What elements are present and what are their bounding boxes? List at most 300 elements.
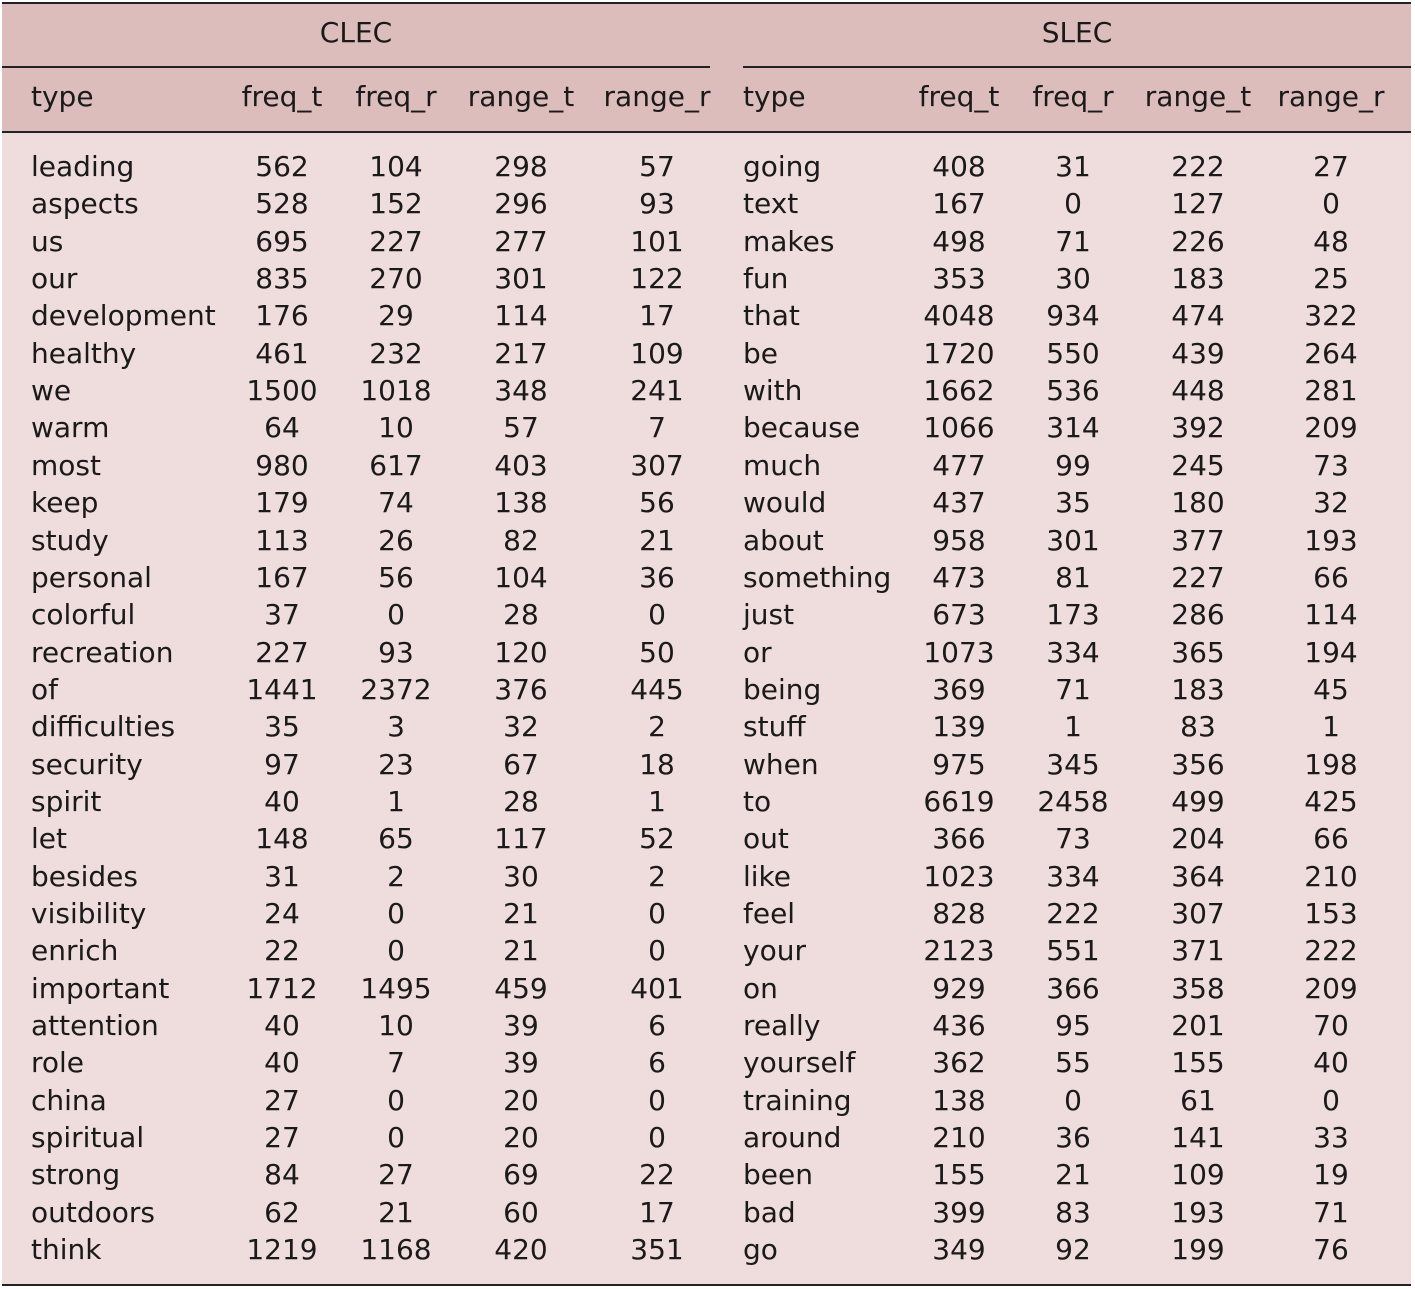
clec-cell-range-t: 21 bbox=[503, 897, 539, 930]
slec-cell-range-r: 73 bbox=[1313, 448, 1349, 482]
clec-cell-type: colorful bbox=[31, 598, 136, 632]
clec-cell-type: development bbox=[31, 299, 216, 333]
clec-cell-type: us bbox=[31, 224, 64, 258]
clec-cell-range-r: 2 bbox=[648, 710, 666, 744]
slec-cell-freq-t: 362 bbox=[932, 1046, 986, 1080]
slec-cell-type: going bbox=[743, 150, 822, 183]
slec-cell-range-r: 209 bbox=[1304, 411, 1358, 445]
clec-cell-freq-t: 695 bbox=[255, 224, 309, 258]
slec-cell-freq-t: 353 bbox=[932, 262, 986, 296]
top-rule bbox=[2, 2, 1411, 4]
slec-cell-type: that bbox=[743, 299, 800, 333]
slec-cell-freq-r: 81 bbox=[1055, 560, 1091, 594]
clec-cell-type: strong bbox=[31, 1158, 121, 1192]
clec-cell-range-r: 109 bbox=[630, 336, 684, 370]
slec-cell-freq-r: 550 bbox=[1046, 336, 1100, 370]
clec-cell-range-r: 6 bbox=[648, 1046, 666, 1080]
clec-cell-range-r: 17 bbox=[639, 1195, 675, 1229]
slec-cell-range-t: 222 bbox=[1171, 150, 1225, 183]
slec-cell-freq-r: 99 bbox=[1055, 448, 1091, 482]
clec-cell-freq-t: 40 bbox=[264, 784, 300, 818]
slec-cell-type: just bbox=[743, 598, 795, 632]
clec-cell-range-r: 36 bbox=[639, 560, 675, 594]
clec-cell-type: spiritual bbox=[31, 1121, 145, 1155]
clec-cell-type: we bbox=[31, 374, 72, 408]
clec-cell-freq-r: 2372 bbox=[360, 672, 432, 706]
clec-cell-type: aspects bbox=[31, 187, 139, 221]
slec-cell-freq-t: 366 bbox=[932, 822, 986, 856]
slec-cell-range-r: 66 bbox=[1313, 822, 1349, 856]
slec-cell-freq-t: 1073 bbox=[923, 635, 995, 669]
slec-cell-range-t: 356 bbox=[1171, 747, 1225, 781]
slec-cell-freq-r: 71 bbox=[1055, 672, 1091, 706]
clec-cell-range-t: 57 bbox=[503, 411, 539, 445]
clec-cell-range-t: 301 bbox=[494, 262, 548, 296]
clec-cell-range-r: 351 bbox=[630, 1233, 684, 1267]
clec-cell-freq-t: 980 bbox=[255, 448, 309, 482]
slec-cell-type: be bbox=[743, 336, 778, 370]
clec-group-rule bbox=[2, 66, 710, 68]
clec-cell-freq-t: 37 bbox=[264, 598, 300, 632]
clec-cell-range-t: 82 bbox=[503, 523, 539, 557]
clec-cell-type: enrich bbox=[31, 934, 119, 968]
clec-cell-freq-r: 270 bbox=[369, 262, 423, 296]
clec-cell-range-r: 2 bbox=[648, 859, 666, 893]
slec-cell-freq-r: 536 bbox=[1046, 374, 1100, 408]
clec-cell-freq-r: 3 bbox=[387, 710, 405, 744]
slec-cell-freq-t: 828 bbox=[932, 897, 986, 930]
slec-cell-freq-t: 477 bbox=[932, 448, 986, 482]
slec-cell-range-t: 365 bbox=[1171, 635, 1225, 669]
slec-cell-range-r: 281 bbox=[1304, 374, 1358, 408]
slec-cell-range-r: 153 bbox=[1304, 897, 1358, 930]
slec-cell-type: really bbox=[743, 1009, 821, 1043]
slec-cell-range-t: 180 bbox=[1171, 486, 1225, 520]
clec-cell-range-t: 28 bbox=[503, 784, 539, 818]
clec-cell-freq-t: 1441 bbox=[246, 672, 318, 706]
clec-cell-type: of bbox=[31, 672, 58, 706]
slec-cell-range-r: 209 bbox=[1304, 971, 1358, 1005]
clec-cell-type: study bbox=[31, 523, 109, 557]
clec-cell-range-t: 67 bbox=[503, 747, 539, 781]
slec-cell-range-r: 66 bbox=[1313, 560, 1349, 594]
slec-cell-type: yourself bbox=[743, 1046, 856, 1080]
group-title-slec: SLEC bbox=[1041, 16, 1113, 49]
slec-cell-freq-t: 437 bbox=[932, 486, 986, 520]
clec-cell-range-r: 93 bbox=[639, 187, 675, 221]
slec-cell-range-r: 425 bbox=[1304, 784, 1358, 818]
group-title-clec: CLEC bbox=[319, 16, 393, 49]
clec-cell-freq-r: 27 bbox=[378, 1158, 414, 1192]
slec-cell-type: like bbox=[743, 859, 792, 893]
clec-cell-range-r: 0 bbox=[648, 934, 666, 968]
slec-cell-freq-r: 95 bbox=[1055, 1009, 1091, 1043]
clec-cell-freq-t: 27 bbox=[264, 1083, 300, 1117]
clec-cell-range-t: 117 bbox=[494, 822, 548, 856]
slec-cell-range-r: 25 bbox=[1313, 262, 1349, 296]
slec-cell-freq-r: 934 bbox=[1046, 299, 1100, 333]
clec-cell-freq-t: 167 bbox=[255, 560, 309, 594]
clec-cell-freq-r: 93 bbox=[378, 635, 414, 669]
slec-cell-freq-t: 167 bbox=[932, 187, 986, 221]
clec-cell-freq-t: 64 bbox=[264, 411, 300, 445]
slec-cell-type: go bbox=[743, 1233, 778, 1267]
clec-header-freq-r: freq_r bbox=[355, 80, 437, 113]
clec-cell-freq-t: 97 bbox=[264, 747, 300, 781]
clec-cell-range-t: 459 bbox=[494, 971, 548, 1005]
slec-cell-range-t: 183 bbox=[1171, 262, 1225, 296]
slec-cell-range-r: 27 bbox=[1313, 150, 1349, 183]
clec-cell-type: personal bbox=[31, 560, 152, 594]
clec-cell-type: role bbox=[31, 1046, 85, 1080]
clec-cell-range-r: 17 bbox=[639, 299, 675, 333]
clec-cell-freq-t: 40 bbox=[264, 1046, 300, 1080]
clec-cell-freq-r: 0 bbox=[387, 1121, 405, 1155]
slec-cell-range-t: 201 bbox=[1171, 1009, 1225, 1043]
clec-cell-range-r: 241 bbox=[630, 374, 684, 408]
slec-cell-type: makes bbox=[743, 224, 835, 258]
clec-cell-type: spirit bbox=[31, 784, 102, 818]
slec-cell-range-t: 199 bbox=[1171, 1233, 1225, 1267]
clec-cell-freq-r: 74 bbox=[378, 486, 414, 520]
slec-cell-freq-t: 958 bbox=[932, 523, 986, 557]
slec-cell-freq-t: 139 bbox=[932, 710, 986, 744]
clec-cell-freq-r: 29 bbox=[378, 299, 414, 333]
slec-cell-freq-t: 1066 bbox=[923, 411, 995, 445]
clec-cell-range-t: 32 bbox=[503, 710, 539, 744]
clec-cell-freq-t: 179 bbox=[255, 486, 309, 520]
slec-cell-range-r: 32 bbox=[1313, 486, 1349, 520]
clec-cell-freq-r: 0 bbox=[387, 598, 405, 632]
slec-cell-range-t: 226 bbox=[1171, 224, 1225, 258]
header-rule bbox=[2, 131, 1411, 133]
slec-cell-range-r: 1 bbox=[1322, 710, 1340, 744]
clec-cell-freq-t: 835 bbox=[255, 262, 309, 296]
clec-cell-type: keep bbox=[31, 486, 99, 520]
slec-cell-range-r: 222 bbox=[1304, 934, 1358, 968]
slec-cell-range-r: 19 bbox=[1313, 1158, 1349, 1192]
slec-cell-range-r: 33 bbox=[1313, 1121, 1349, 1155]
slec-cell-freq-r: 55 bbox=[1055, 1046, 1091, 1080]
clec-cell-type: besides bbox=[31, 859, 138, 893]
clec-cell-freq-r: 21 bbox=[378, 1195, 414, 1229]
clec-cell-type: security bbox=[31, 747, 143, 781]
clec-cell-freq-r: 23 bbox=[378, 747, 414, 781]
clec-cell-range-r: 21 bbox=[639, 523, 675, 557]
clec-cell-range-t: 298 bbox=[494, 150, 548, 183]
slec-cell-range-r: 76 bbox=[1313, 1233, 1349, 1267]
slec-cell-freq-r: 334 bbox=[1046, 635, 1100, 669]
slec-cell-freq-t: 6619 bbox=[923, 784, 995, 818]
slec-cell-range-t: 193 bbox=[1171, 1195, 1225, 1229]
clec-cell-range-t: 296 bbox=[494, 187, 548, 221]
slec-cell-freq-r: 222 bbox=[1046, 897, 1100, 930]
slec-cell-type: much bbox=[743, 448, 822, 482]
slec-cell-range-r: 114 bbox=[1304, 598, 1358, 632]
slec-cell-range-r: 0 bbox=[1322, 1083, 1340, 1117]
clec-cell-range-t: 420 bbox=[494, 1233, 548, 1267]
clec-cell-freq-t: 35 bbox=[264, 710, 300, 744]
slec-cell-range-t: 155 bbox=[1171, 1046, 1225, 1080]
clec-cell-freq-t: 31 bbox=[264, 859, 300, 893]
slec-cell-range-r: 71 bbox=[1313, 1195, 1349, 1229]
slec-cell-freq-t: 473 bbox=[932, 560, 986, 594]
clec-cell-range-t: 376 bbox=[494, 672, 548, 706]
slec-cell-freq-r: 36 bbox=[1055, 1121, 1091, 1155]
slec-cell-range-t: 439 bbox=[1171, 336, 1225, 370]
slec-cell-freq-r: 301 bbox=[1046, 523, 1100, 557]
slec-cell-type: been bbox=[743, 1158, 813, 1192]
clec-cell-freq-r: 152 bbox=[369, 187, 423, 221]
clec-cell-range-r: 122 bbox=[630, 262, 684, 296]
slec-cell-freq-t: 1662 bbox=[923, 374, 995, 408]
slec-cell-range-t: 286 bbox=[1171, 598, 1225, 632]
clec-cell-range-r: 307 bbox=[630, 448, 684, 482]
clec-cell-range-r: 0 bbox=[648, 1121, 666, 1155]
slec-cell-range-r: 193 bbox=[1304, 523, 1358, 557]
slec-cell-range-r: 194 bbox=[1304, 635, 1358, 669]
clec-cell-freq-t: 461 bbox=[255, 336, 309, 370]
slec-cell-range-r: 198 bbox=[1304, 747, 1358, 781]
slec-cell-freq-r: 31 bbox=[1055, 150, 1091, 183]
clec-cell-range-r: 1 bbox=[648, 784, 666, 818]
clec-cell-freq-r: 0 bbox=[387, 897, 405, 930]
slec-cell-freq-t: 155 bbox=[932, 1158, 986, 1192]
clec-cell-freq-t: 176 bbox=[255, 299, 309, 333]
clec-cell-range-t: 114 bbox=[494, 299, 548, 333]
slec-cell-range-t: 109 bbox=[1171, 1158, 1225, 1192]
clec-cell-range-t: 20 bbox=[503, 1083, 539, 1117]
slec-cell-freq-t: 399 bbox=[932, 1195, 986, 1229]
slec-cell-freq-t: 436 bbox=[932, 1009, 986, 1043]
slec-cell-type: something bbox=[743, 560, 892, 594]
clec-cell-range-t: 69 bbox=[503, 1158, 539, 1192]
clec-header-freq-t: freq_t bbox=[241, 80, 323, 113]
slec-cell-range-r: 40 bbox=[1313, 1046, 1349, 1080]
slec-cell-range-t: 61 bbox=[1180, 1083, 1216, 1117]
clec-cell-range-r: 18 bbox=[639, 747, 675, 781]
clec-cell-freq-r: 56 bbox=[378, 560, 414, 594]
clec-cell-range-r: 401 bbox=[630, 971, 684, 1005]
slec-cell-range-t: 227 bbox=[1171, 560, 1225, 594]
slec-cell-type: training bbox=[743, 1083, 852, 1117]
clec-cell-type: think bbox=[31, 1233, 102, 1267]
clec-cell-range-t: 30 bbox=[503, 859, 539, 893]
slec-cell-range-t: 127 bbox=[1171, 187, 1225, 221]
slec-cell-freq-r: 83 bbox=[1055, 1195, 1091, 1229]
clec-cell-freq-r: 65 bbox=[378, 822, 414, 856]
clec-cell-range-r: 0 bbox=[648, 1083, 666, 1117]
slec-cell-range-t: 245 bbox=[1171, 448, 1225, 482]
clec-cell-range-r: 52 bbox=[639, 822, 675, 856]
slec-cell-range-r: 70 bbox=[1313, 1009, 1349, 1043]
slec-cell-freq-r: 35 bbox=[1055, 486, 1091, 520]
clec-cell-type: attention bbox=[31, 1009, 159, 1043]
slec-cell-freq-r: 0 bbox=[1064, 1083, 1082, 1117]
slec-cell-range-r: 210 bbox=[1304, 859, 1358, 893]
clec-cell-freq-r: 10 bbox=[378, 411, 414, 445]
slec-cell-freq-r: 21 bbox=[1055, 1158, 1091, 1192]
clec-cell-range-r: 50 bbox=[639, 635, 675, 669]
slec-cell-freq-r: 345 bbox=[1046, 747, 1100, 781]
clec-cell-type: most bbox=[31, 448, 101, 482]
slec-cell-freq-t: 673 bbox=[932, 598, 986, 632]
clec-cell-freq-r: 10 bbox=[378, 1009, 414, 1043]
clec-cell-range-t: 138 bbox=[494, 486, 548, 520]
clec-cell-freq-r: 104 bbox=[369, 150, 423, 183]
slec-cell-type: would bbox=[743, 486, 827, 520]
slec-cell-type: fun bbox=[743, 262, 789, 296]
slec-header-freq-t: freq_t bbox=[918, 80, 1000, 113]
clec-cell-freq-t: 113 bbox=[255, 523, 309, 557]
clec-cell-freq-r: 617 bbox=[369, 448, 423, 482]
slec-cell-freq-t: 349 bbox=[932, 1233, 986, 1267]
clec-cell-freq-t: 84 bbox=[264, 1158, 300, 1192]
slec-cell-type: to bbox=[743, 784, 772, 818]
slec-cell-freq-t: 138 bbox=[932, 1083, 986, 1117]
clec-cell-range-t: 348 bbox=[494, 374, 548, 408]
slec-cell-freq-r: 2458 bbox=[1037, 784, 1109, 818]
clec-header-type: type bbox=[31, 80, 94, 113]
clec-cell-type: warm bbox=[31, 411, 110, 445]
slec-cell-freq-t: 498 bbox=[932, 224, 986, 258]
clec-cell-freq-r: 0 bbox=[387, 934, 405, 968]
slec-cell-freq-r: 1 bbox=[1064, 710, 1082, 744]
slec-cell-type: or bbox=[743, 635, 772, 669]
slec-cell-freq-t: 929 bbox=[932, 971, 986, 1005]
slec-cell-freq-t: 2123 bbox=[923, 934, 995, 968]
clec-cell-range-r: 6 bbox=[648, 1009, 666, 1043]
clec-cell-range-r: 101 bbox=[630, 224, 684, 258]
slec-cell-type: text bbox=[743, 187, 799, 221]
slec-cell-type: around bbox=[743, 1121, 842, 1155]
slec-cell-range-t: 392 bbox=[1171, 411, 1225, 445]
slec-cell-freq-r: 173 bbox=[1046, 598, 1100, 632]
clec-cell-freq-t: 24 bbox=[264, 897, 300, 930]
clec-cell-type: important bbox=[31, 971, 170, 1005]
clec-cell-type: outdoors bbox=[31, 1195, 155, 1229]
clec-cell-range-t: 217 bbox=[494, 336, 548, 370]
clec-cell-range-t: 60 bbox=[503, 1195, 539, 1229]
slec-cell-range-t: 83 bbox=[1180, 710, 1216, 744]
clec-cell-range-r: 56 bbox=[639, 486, 675, 520]
clec-cell-range-t: 403 bbox=[494, 448, 548, 482]
clec-cell-range-t: 104 bbox=[494, 560, 548, 594]
slec-cell-freq-r: 71 bbox=[1055, 224, 1091, 258]
slec-cell-freq-r: 314 bbox=[1046, 411, 1100, 445]
clec-cell-freq-r: 2 bbox=[387, 859, 405, 893]
slec-cell-freq-r: 0 bbox=[1064, 187, 1082, 221]
clec-cell-freq-t: 62 bbox=[264, 1195, 300, 1229]
slec-cell-type: because bbox=[743, 411, 861, 445]
clec-cell-freq-r: 7 bbox=[387, 1046, 405, 1080]
slec-cell-range-t: 307 bbox=[1171, 897, 1225, 930]
clec-cell-freq-t: 40 bbox=[264, 1009, 300, 1043]
clec-cell-range-t: 39 bbox=[503, 1009, 539, 1043]
slec-cell-type: your bbox=[743, 934, 806, 968]
slec-cell-range-r: 48 bbox=[1313, 224, 1349, 258]
clec-cell-type: difficulties bbox=[31, 710, 176, 744]
slec-cell-type: feel bbox=[743, 897, 796, 930]
clec-cell-type: let bbox=[31, 822, 67, 856]
slec-cell-freq-r: 551 bbox=[1046, 934, 1100, 968]
slec-cell-freq-t: 1023 bbox=[923, 859, 995, 893]
slec-cell-freq-t: 4048 bbox=[923, 299, 995, 333]
clec-cell-range-t: 21 bbox=[503, 934, 539, 968]
slec-cell-freq-t: 975 bbox=[932, 747, 986, 781]
clec-cell-range-r: 57 bbox=[639, 150, 675, 183]
slec-cell-freq-t: 1720 bbox=[923, 336, 995, 370]
frequency-table bbox=[2, 2, 1411, 1286]
clec-cell-freq-r: 227 bbox=[369, 224, 423, 258]
clec-cell-type: our bbox=[31, 262, 78, 296]
slec-cell-range-t: 141 bbox=[1171, 1121, 1225, 1155]
slec-cell-range-r: 264 bbox=[1304, 336, 1358, 370]
slec-cell-range-t: 358 bbox=[1171, 971, 1225, 1005]
clec-header-range-t: range_t bbox=[467, 80, 575, 113]
slec-header-freq-r: freq_r bbox=[1032, 80, 1114, 113]
slec-cell-range-t: 371 bbox=[1171, 934, 1225, 968]
slec-cell-type: being bbox=[743, 672, 822, 706]
clec-cell-freq-r: 26 bbox=[378, 523, 414, 557]
clec-cell-freq-r: 1018 bbox=[360, 374, 432, 408]
clec-cell-range-r: 445 bbox=[630, 672, 684, 706]
clec-cell-range-r: 0 bbox=[648, 598, 666, 632]
clec-cell-range-r: 22 bbox=[639, 1158, 675, 1192]
slec-cell-type: bad bbox=[743, 1195, 796, 1229]
clec-cell-freq-t: 22 bbox=[264, 934, 300, 968]
slec-header-type: type bbox=[743, 80, 806, 113]
clec-cell-range-t: 120 bbox=[494, 635, 548, 669]
clec-cell-freq-r: 1495 bbox=[360, 971, 432, 1005]
clec-cell-freq-r: 1168 bbox=[360, 1233, 432, 1267]
slec-cell-freq-r: 92 bbox=[1055, 1233, 1091, 1267]
slec-cell-range-t: 204 bbox=[1171, 822, 1225, 856]
slec-cell-range-r: 45 bbox=[1313, 672, 1349, 706]
clec-cell-freq-t: 1500 bbox=[246, 374, 318, 408]
slec-cell-freq-r: 366 bbox=[1046, 971, 1100, 1005]
slec-cell-range-t: 364 bbox=[1171, 859, 1225, 893]
slec-cell-freq-r: 30 bbox=[1055, 262, 1091, 296]
clec-cell-freq-t: 27 bbox=[264, 1121, 300, 1155]
clec-cell-range-r: 7 bbox=[648, 411, 666, 445]
slec-cell-freq-r: 73 bbox=[1055, 822, 1091, 856]
clec-cell-range-r: 0 bbox=[648, 897, 666, 930]
slec-header-range-t: range_t bbox=[1144, 80, 1252, 113]
clec-cell-type: visibility bbox=[31, 897, 147, 930]
slec-group-rule bbox=[743, 66, 1411, 68]
clec-cell-range-t: 28 bbox=[503, 598, 539, 632]
slec-cell-type: about bbox=[743, 523, 824, 557]
bottom-rule bbox=[2, 1284, 1411, 1286]
clec-cell-freq-r: 1 bbox=[387, 784, 405, 818]
clec-cell-freq-t: 227 bbox=[255, 635, 309, 669]
slec-cell-type: with bbox=[743, 374, 803, 408]
clec-header-range-r: range_r bbox=[603, 80, 711, 113]
clec-cell-type: leading bbox=[31, 150, 135, 183]
slec-cell-type: stuff bbox=[743, 710, 806, 744]
slec-cell-type: on bbox=[743, 971, 778, 1005]
slec-cell-range-t: 448 bbox=[1171, 374, 1225, 408]
slec-cell-freq-r: 334 bbox=[1046, 859, 1100, 893]
slec-cell-freq-t: 210 bbox=[932, 1121, 986, 1155]
slec-cell-range-t: 474 bbox=[1171, 299, 1225, 333]
slec-cell-range-t: 183 bbox=[1171, 672, 1225, 706]
clec-cell-type: recreation bbox=[31, 635, 174, 669]
slec-cell-type: when bbox=[743, 747, 819, 781]
slec-cell-range-t: 377 bbox=[1171, 523, 1225, 557]
clec-cell-range-t: 20 bbox=[503, 1121, 539, 1155]
